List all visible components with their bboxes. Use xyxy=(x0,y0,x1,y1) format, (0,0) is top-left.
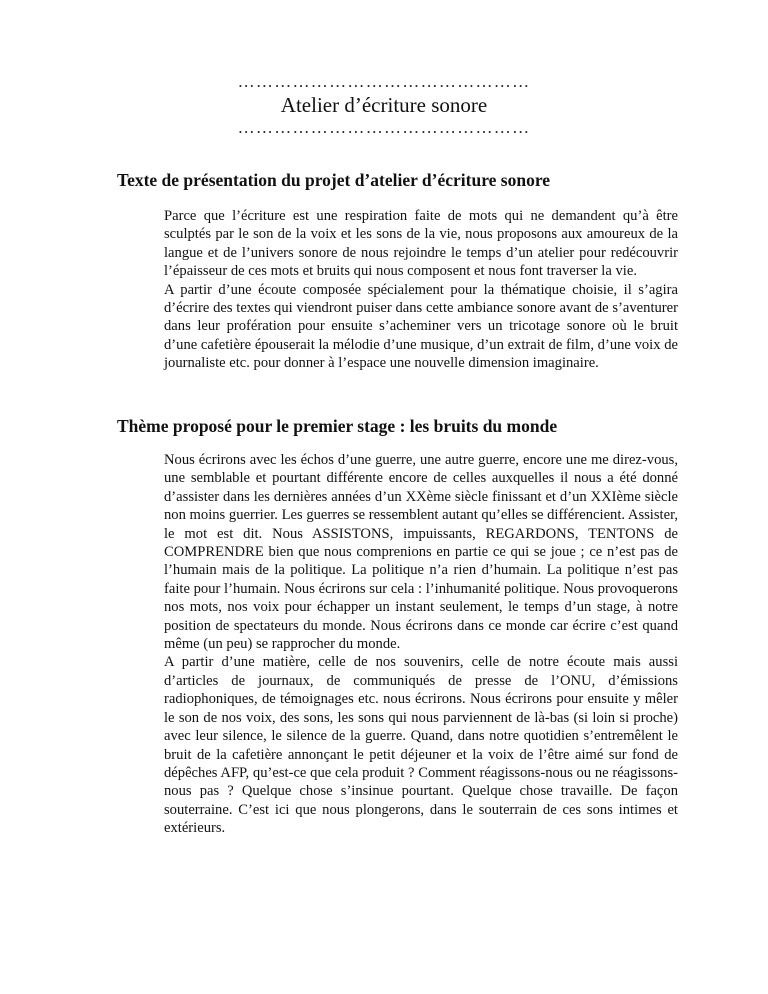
paragraph: A partir d’une écoute composée spécialement pour la thématique choisie, il s’agira d’écrire des textes qui viendront puiser dans cette ambiance sonore avant de s’aventurer dans leur profération pour ensuite s’acheminer vers un tricotage sonore où le bruit d’une cafetière épouserait la mélodie d’une musique, d’un extrait de film, d’une voix de journaliste etc. pour donner à l’espace une nouvelle dimension imaginaire. xyxy=(164,281,678,372)
title-dots-top: ………………………………………… xyxy=(237,72,531,91)
page-title: Atelier d’écriture sonore xyxy=(280,93,488,117)
paragraph: A partir d’une matière, celle de nos souvenirs, celle de notre écoute mais aussi d’articles de journaux, de communiqués de presse de l’ONU, d’émissions radiophoniques, de témoignages etc. nous écrirons. Nous écrirons pour ensuite y mêler le son de nos voix, des sons, les sons qui nous parviennent de là-bas (si loin si proche) avec leur silence, le silence de la guerre. Quand, dans notre quotidien s’entremêlent le bruit de la cafetière annonçant le petit déjeuner et la voix de l’être aimé sur fond de dépêches AFP, qu’est-ce que cela produit ? Comment réagissons-nous ou ne réagissons-nous pas ? Quelque chose s’insinue pourtant. Quelque chose travaille. De façon souterraine. C’est ici que nous plongerons, dans le souterrain de ces sons intimes et extérieurs. xyxy=(164,654,678,837)
paragraph: Parce que l’écriture est une respiration faite de mots qui ne demandent qu’à être sculptés par le son de la voix et les sons de la vie, nous proposons aux amoureux de la langue et de l’univers sonore de nous rejoindre le temps d’un atelier pour redécouvrir l’épaisseur de ces mots et bruits qui nous composent et nous font traverser la vie. xyxy=(164,208,678,280)
section-presentation xyxy=(117,169,677,373)
title-block xyxy=(0,72,768,138)
section-body xyxy=(164,451,678,838)
title-dots-bottom: ………………………………………… xyxy=(237,118,531,137)
paragraph: Nous écrirons avec les échos d’une guerre, une autre guerre, encore une me direz-vous, une semblable et pourtant différente encore de celles auxquelles il nous a été donné d’assister dans les dernières années d’un XXème siècle finissant et d’un XXIème siècle non moins guerrier. Les guerres se ressemblent autant qu’elles se différencient. Assister, le mot est dit. Nous ASSISTONS, impuissants, REGARDONS, TENTONS de COMPRENDRE bien que nous comprenions en partie ce qui se joue ; ce n’est pas de l’humain mais de la politique. La politique n’a rien d’humain. La politique n’est pas faite pour l’humain. Nous écrirons sur cela : l’inhumanité politique. Nous provoquerons nos mots, nos voix pour échapper un instant seulement, le temps d’un stage, à notre position de spectateurs du monde. Nous écrirons dans ce monde car écrire c’est quand même (un peu) se rapprocher du monde. xyxy=(164,452,678,653)
section-theme xyxy=(117,415,677,838)
section-heading: Thème proposé pour le premier stage : les bruits du monde xyxy=(117,416,558,436)
section-body xyxy=(164,207,678,373)
section-heading: Texte de présentation du projet d’atelier d’écriture sonore xyxy=(117,170,551,190)
